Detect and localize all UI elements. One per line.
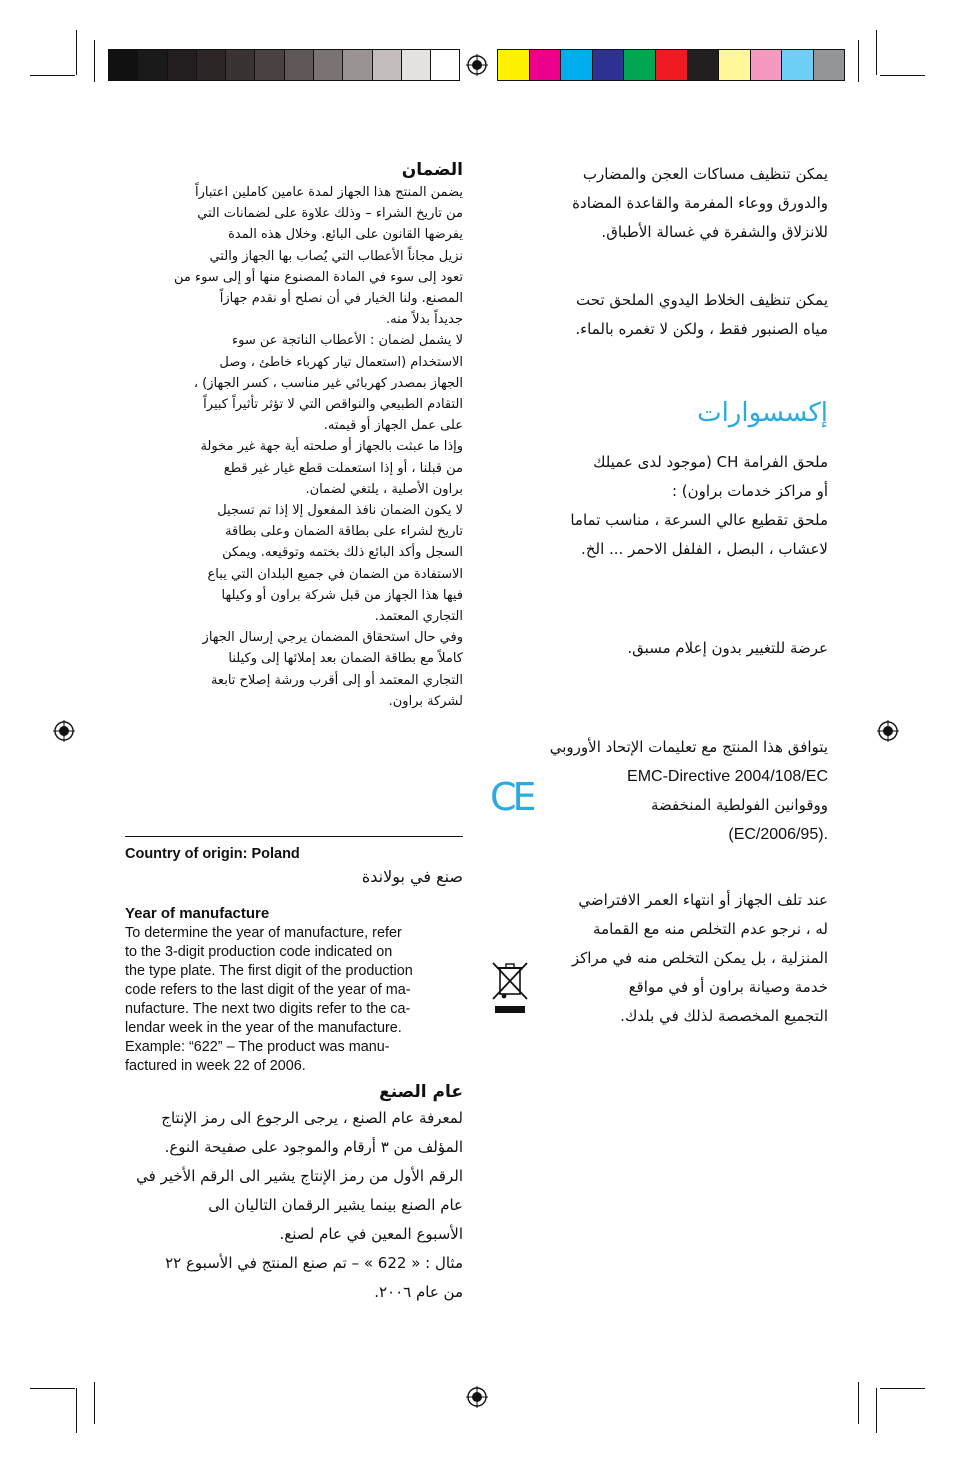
color-swatch <box>560 49 592 81</box>
text-line: ملحق الفرامة CH (موجود لدى عميلك <box>593 453 828 471</box>
text-line: لمعرفة عام الصنع ، يرجى الرجوع الى رمز الإنتاج <box>161 1109 463 1127</box>
text-line: وفي حال استحقاق المضمان يرجي إرسال الجهاز <box>202 630 463 646</box>
text-line: Example: “622” – The product was manu- <box>125 1039 390 1055</box>
text-line: لا يكون الضمان نافذ المفعول إلا إذا تم تسجيل <box>217 503 463 519</box>
warranty-body <box>125 182 463 712</box>
crop-mark <box>76 30 77 75</box>
color-swatch <box>718 49 750 81</box>
text-line: الرقم الأول من رمز الإنتاج يشير الى الرقم الأخير في <box>136 1167 463 1185</box>
color-swatch <box>497 49 529 81</box>
text-line: عند تلف الجهاز أو انتهاء العمر الافتراضي <box>578 891 828 909</box>
text-line: على عمل الجهاز أو قيمته. <box>323 418 463 434</box>
text-line: لا يشمل لضمان : الأعطاب الناتجة عن سوء <box>231 333 463 349</box>
text-line: كاملاً مع بطاقة الضمان بعد إملائها إلى وكيلنا <box>228 651 463 667</box>
text-line: تاريخ لشراء على بطاقة الضمان وعلى بطاقة <box>225 524 463 540</box>
color-bar <box>497 49 845 81</box>
crop-mark <box>94 40 95 82</box>
text-line: فيها هذا الجهاز من قبل شركة براون أو وكيلها <box>221 587 463 603</box>
text-line: لاعشاب ، البصل ، الفلفل الاحمر ... الخ. <box>581 540 828 558</box>
text-line: السجل وأكد البائع ذلك بختمه وتوقيعه. ويمكن <box>222 545 463 561</box>
grayscale-bar <box>108 49 460 81</box>
cleaning-paragraph-2 <box>500 286 828 344</box>
text-line: عرضة للتغيير بدون إعلام مسبق. <box>627 639 828 657</box>
text-line: nufacture. The next two digits refer to the ca- <box>125 1001 411 1017</box>
accessories-title: إكسسوارات <box>697 398 828 428</box>
origin-label: Country of origin: Poland <box>125 846 300 862</box>
section-divider <box>125 836 463 837</box>
text-line: المنزلية ، بل يمكن التخلص منه في مراكز <box>571 949 828 967</box>
crop-mark <box>30 75 75 76</box>
year-arabic-body <box>125 1104 463 1307</box>
text-line: lendar week in the year of the manufacture. <box>125 1020 402 1036</box>
text-line: التجميع المخصصة لذلك في بلدك. <box>620 1007 828 1025</box>
text-line: جديداً بدلاً منه. <box>385 312 463 328</box>
year-title-arabic: عام الصنع <box>379 1082 463 1102</box>
text-line: the type plate. The first digit of the production <box>125 963 413 979</box>
text-line: الاستفادة من الضمان في جميع البلدان التي يباع <box>207 566 463 582</box>
crossed-out-wheelie-bin-icon <box>490 958 530 1016</box>
text-line: له ، نرجو عدم التخلص منه مع القمامة <box>593 920 828 938</box>
color-swatch <box>687 49 719 81</box>
text-line: براون الأصلية ، يلتغي لضمان. <box>305 481 463 497</box>
color-swatch <box>592 49 624 81</box>
text-line: يمكن تنظيف مساكات العجن والمضارب <box>582 165 828 183</box>
text-line: صنع في بولاندة <box>361 867 463 886</box>
text-line: تعود إلى سوء في المادة المصنوع منها أو إلى سوء من <box>173 269 463 285</box>
crop-mark <box>30 1388 75 1389</box>
text-line: ملحق تقطيع عالي السرعة ، مناسب تماما <box>570 511 828 529</box>
ce-mark-icon: CE <box>490 775 533 819</box>
subject-to-change-note <box>500 634 828 663</box>
year-title: Year of manufacture <box>125 905 270 922</box>
text-line: code refers to the last digit of the year of ma- <box>125 982 411 998</box>
color-swatch <box>284 49 313 81</box>
color-swatch <box>750 49 782 81</box>
text-line: التجاري المعتمد. <box>374 609 463 625</box>
color-swatch <box>342 49 371 81</box>
text-line: من عام ٢٠٠٦. <box>374 1283 463 1301</box>
color-swatch <box>401 49 430 81</box>
text-line: الاستخدام (استعمال تيار كهرباء خاطئ ، وصل <box>219 354 463 370</box>
text-line: والدورق ووعاء المفرمة والقاعدة المضادة <box>572 194 828 212</box>
text-line: EMC-Directive 2004/108/EC <box>627 768 828 785</box>
color-swatch <box>225 49 254 81</box>
text-line: الأسبوع المعين في عام لصنع. <box>279 1225 463 1243</box>
crop-mark <box>76 1388 77 1433</box>
crop-mark <box>876 1388 877 1433</box>
accessories-section <box>500 396 828 430</box>
year-of-manufacture-body <box>125 924 470 1076</box>
text-line: وإذا ما عبثت بالجهاز أو صلحته أية جهة غير مخولة <box>200 439 463 455</box>
text-line: نزيل مجاناً الأعطاب التي يُصاب بها الجهاز والتي <box>209 248 463 264</box>
color-swatch <box>430 49 459 81</box>
text-line: المؤلف من ٣ أرقام والموجود على صفيحة النوع. <box>164 1138 463 1156</box>
color-swatch <box>254 49 283 81</box>
crop-mark <box>858 40 859 82</box>
text-line: To determine the year of manufacture, refer <box>125 925 402 941</box>
text-line: مثال : « 622 » – تم صنع المنتج في الأسبوع ٢٢ <box>165 1254 463 1272</box>
origin-arabic <box>125 862 463 891</box>
text-line: المصنع. ولنا الخيار في أن نصلح أو نقدم جهازاً <box>219 291 463 307</box>
color-swatch <box>108 49 137 81</box>
color-swatch <box>372 49 401 81</box>
text-line: التقادم الطبيعي والنواقص التي لا تؤثر تأثيراً كبيراً <box>203 397 463 413</box>
registration-mark-icon <box>466 1386 488 1408</box>
text-line: .(2006/95/EC) <box>728 826 828 843</box>
text-line: ووقوانين الفولطية المنخفضة <box>650 796 828 814</box>
warranty-title: الضمان <box>401 160 463 180</box>
text-line: التجاري المعتمد أو إلى أقرب ورشة إصلاح تابعة <box>210 672 463 688</box>
color-swatch <box>196 49 225 81</box>
crop-mark <box>880 75 925 76</box>
year-arabic-section <box>125 1080 463 1307</box>
text-line: مياه الصنبور فقط ، ولكن لا تغمره بالماء. <box>575 320 828 338</box>
color-swatch <box>529 49 561 81</box>
color-swatch <box>655 49 687 81</box>
text-line: to the 3-digit production code indicated on <box>125 944 393 960</box>
accessories-paragraph <box>500 448 828 564</box>
text-line: عام الصنع بينما يشير الرقمان التاليان الى <box>208 1196 463 1214</box>
text-line: الجهاز بمصدر كهربائي غير مناسب ، كسر الجهاز) ، <box>193 375 463 391</box>
color-swatch <box>623 49 655 81</box>
ce-compliance-paragraph <box>500 733 828 849</box>
text-line: factured in week 22 of 2006. <box>125 1058 306 1074</box>
color-swatch <box>313 49 342 81</box>
text-line: للانزلاق والشفرة في غسالة الأطباق. <box>601 223 828 241</box>
cleaning-paragraph-1 <box>500 160 828 247</box>
text-line: خدمة وصيانة براون أو في مواقع <box>628 978 828 996</box>
warranty-section <box>125 158 463 712</box>
color-swatch <box>167 49 196 81</box>
text-line: يضمن المنتج هذا الجهاز لمدة عامين كاملين اعتباراً <box>195 185 463 200</box>
text-line: يتوافق هذا المنتج مع تعليمات الإتحاد الأوروبي <box>549 738 828 756</box>
disposal-paragraph <box>500 886 828 1031</box>
crop-mark <box>876 30 877 75</box>
registration-mark-icon <box>877 720 899 742</box>
registration-mark-icon <box>466 54 488 76</box>
color-swatch <box>781 49 813 81</box>
crop-mark <box>94 1382 95 1424</box>
text-line: يفرضها القانون على البائع. وخلال هذه المدة <box>228 227 463 243</box>
text-line: لشركة براون. <box>388 693 463 709</box>
text-line: يمكن تنظيف الخلاط اليدوي الملحق تحت <box>576 291 828 309</box>
text-line: أو مراكز خدمات براون) : <box>671 482 828 500</box>
color-swatch <box>813 49 845 81</box>
color-swatch <box>137 49 166 81</box>
registration-mark-icon <box>53 720 75 742</box>
crop-mark <box>858 1382 859 1424</box>
crop-mark <box>880 1388 925 1389</box>
text-line: من تاريخ الشراء – وذلك علاوة على لضمانات التي <box>197 206 463 222</box>
text-line: من قبلنا ، أو إذا استعملت قطع غيار غير قطع <box>223 460 463 476</box>
